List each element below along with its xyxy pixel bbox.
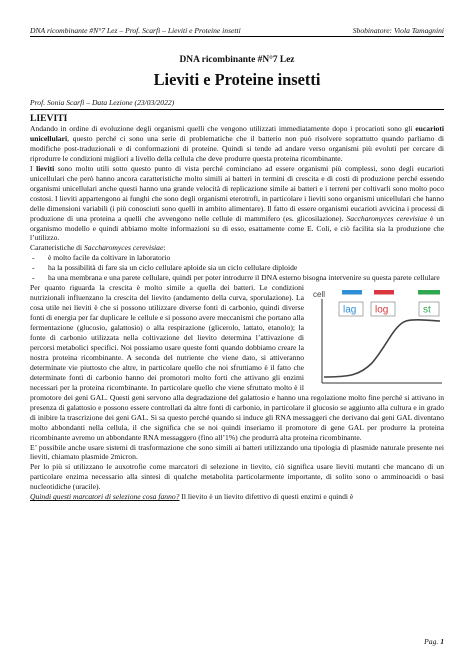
features-list — [30, 253, 444, 283]
log-label: log — [375, 304, 389, 316]
underlined-question: Quindi questi marcatori di selezione cosa fanno? — [30, 492, 180, 502]
log-phase-bar — [374, 290, 394, 295]
paragraph-text: , questo perché ci sono una serie di problematiche che il batterio non può risolvere soprattutto quando parliamo di modifiche post-traduzionali e di conformazioni di proteine. Quindi si tende ad andare verso organismi più evoluti per cercare di riprodurre le condizioni migliori a livello della cellula che deve produrre questa proteina ricombinante. — [30, 133, 444, 163]
body-text — [30, 124, 444, 502]
running-header — [30, 26, 444, 37]
list-item: - è molto facile da coltivare in laboratorio — [30, 253, 444, 263]
page-footer — [424, 637, 444, 646]
figure-background — [310, 285, 444, 391]
list-item: - ha la possibilità di fare sia un ciclo cellulare aploide sia un ciclo cellulare diploide — [30, 263, 444, 273]
list-item: - ha una membrana e una parete cellulare, quindi per poter introdurre il DNA esterno bisogna intervenire su questa parete cellulare — [30, 273, 444, 283]
lag-label: lag — [343, 304, 357, 316]
paragraph-lieviti — [30, 164, 444, 244]
y-axis-label: cell — [313, 290, 326, 300]
growth-curve-figure — [310, 285, 444, 391]
features-intro — [30, 243, 444, 253]
paragraph-auxotrofie: Per lo più si utilizzano le auxotrofie come marcatori di selezione in lievito, ciò significa usare lieviti mutanti che mancano di un particolare enzima necessario alla sintesi di qualche metabolita particolarmente importante, di solito sono o amminoacidi o basi nucleotidiche (uracile). — [30, 462, 444, 492]
bold-term: lieviti — [36, 163, 55, 173]
lesson-heading: Lieviti e Proteine insetti — [153, 70, 321, 89]
stationary-phase-bar — [418, 290, 440, 295]
paragraph-marcatori — [30, 492, 444, 502]
paragraph-intro — [30, 124, 444, 164]
paragraph-text: è un organismo modello e quindi abbiamo molte informazioni su di esso, esattamente come E. Coli, e ciò facilita sia la produzione che l’utilizzo. — [30, 213, 444, 243]
header-right: Sbobinatore: Viola Tamagnini — [352, 26, 444, 35]
page-label: Pag. — [424, 637, 439, 646]
paragraph-text: sono molto utili sotto questo punto di vista perché cominciano ad essere organismi più complessi, sono degli eucarioti unicellulari che però hanno ancora caratteristiche molto simili ai batteri in termini di crescita e di costi di produzione perché essendo organismi unicellulari anche questi hanno una grande velocità di replicazione simile ai batteri e i terreni per coltivarli sono molto poco costosi. I lieviti appartengono ai funghi che sono degli organismi eterotrofi, in particolare i lieviti sono organismi unicellulari che hanno delle dimensioni variabili (i più conosciuti sono quelli in ambito alimentare). Il fatto di essere organismi eucarioti avvicina i processi di produzione di una proteina a quelli che avvengono nelle cellule di mammifero (es. glicosilazione). — [30, 163, 444, 223]
paragraph-text: I — [30, 163, 37, 173]
lag-phase-bar — [342, 290, 362, 295]
document-title: DNA ricombinante #N°7 Lez — [179, 55, 295, 65]
stationary-label: st — [423, 304, 431, 316]
section-title: LIEVITI — [30, 113, 68, 124]
lesson-meta: Prof. Sonia Scarfì – Data Lezione (23/03/2022) — [30, 98, 444, 110]
paragraph-text: : — [163, 243, 166, 253]
species-name: Saccharomyces cerevisiae — [346, 213, 427, 223]
page-number: 1 — [440, 637, 444, 646]
header-left: DNA ricombinante #N°7 Lez – Prof. Scarfì – Lieviti e Proteine insetti — [30, 26, 241, 35]
paragraph-plasmide: E’ possibile anche usare sistemi di trasformazione che sono simili ai batteri utilizzando una tipologia di plasmide naturale presente nei lieviti, chiamato plasmide 2micron. — [30, 442, 444, 462]
paragraph-text: Andando in ordine di evoluzione degli organismi quelli che vengono utilizzati immediatamente dopo i procarioti sono gli — [30, 124, 416, 133]
paragraph-text: Il lievito è un lievito difettivo di questi enzimi e quindi è — [179, 492, 354, 502]
paragraph-text: Caratteristiche di — [30, 243, 84, 253]
species-name: Saccharomyces cerevisiae — [83, 243, 164, 253]
bold-term: eucarioti unicellulari — [30, 124, 444, 143]
paragraph-crescita: Per quanto riguarda la crescita è molto simile a quella dei batteri. Le condizioni nutrizionali influenzano la crescita del lievito (andamento della curva, sporulazione). La cosa utile nei lieviti è che si possono utilizzare diverse fonti di carbonio, quindi diverse fonti di energia per far duplicare le cellule e si possono avere meccanismi che portano alla fermentazione (glucosio, galattosio) o alla respirazione (glicerolo, lattato, etanolo); la fonte di carbonio utilizzata nella coltivazione del lievito determina l’attivazione di percorsi metabolici specifici. Noi possiamo usare queste fonti quando dobbiamo creare la nostra proteina ricombinante. A seconda del nutriente che viene dato, si attiveranno determinate vie piuttosto che altre, in particolare quello che noi sfruttiamo è il fatto che determinate fonti di carbonio hanno dei promotori molto forti che attivano gli enzimi necessari per la proteina ricombinante. In particolare quello che viene sfruttato molto è il promotore dei geni GAL. Questi geni servono alla degradazione del galattosio e hanno una regolazione molto fine perché si attivano in presenza di galattosio e possono essere controllati da altre fonti di carbonio, in particolare il glucosio se aggiunto alla cultura e in grado di inibire la trascrizione dei geni GAL. Si sa questo perché quando si induce gli RNA messaggeri che derivano dai geni GAL diventano molto abbondanti nella cellula, il che significa che se noi quindi inseriamo il promotore di gene GAL per produrre la proteina ricombinante avremo un abbondante RNA messaggero (fino all’1%) che produrrà alta proteina ricombinante. — [30, 283, 444, 442]
